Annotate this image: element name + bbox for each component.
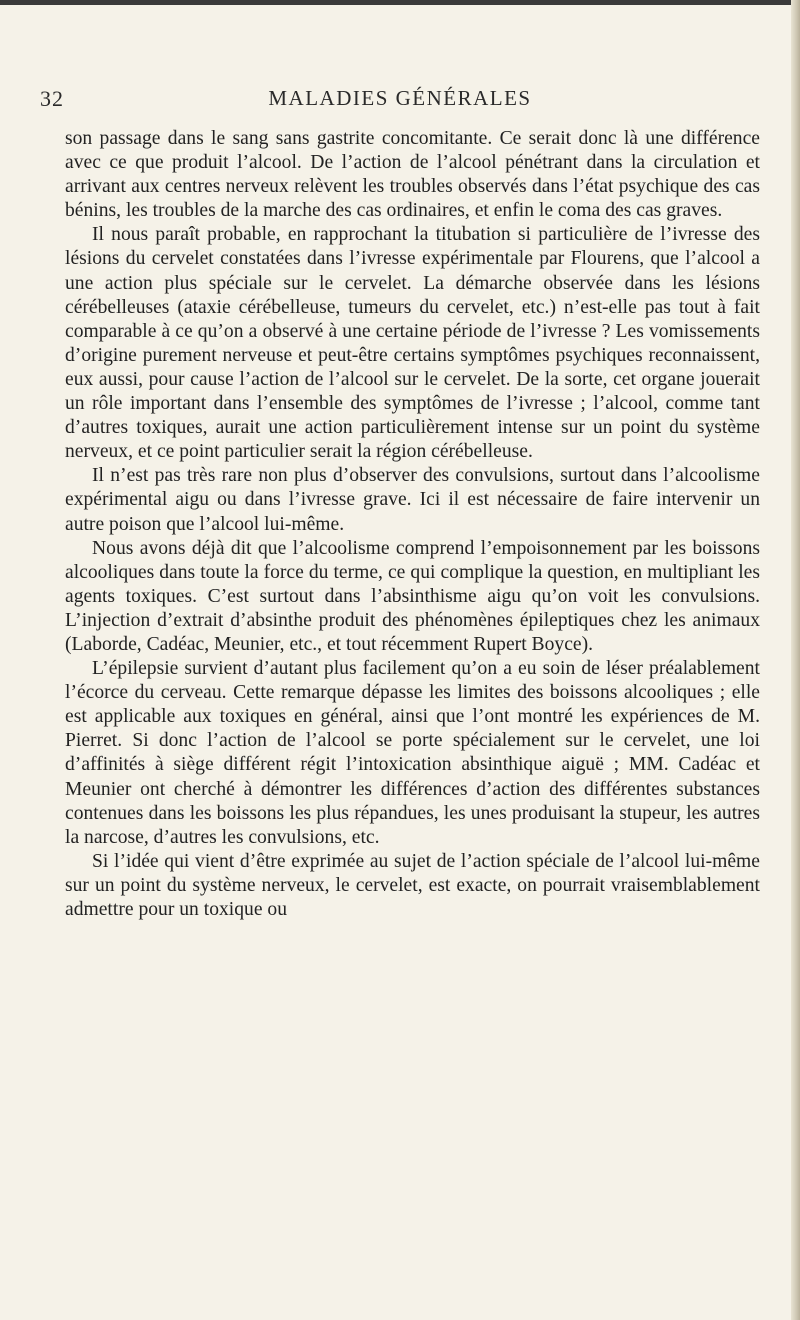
page-edge	[791, 0, 800, 1320]
paragraph-1: son passage dans le sang sans gastrite concomitante. Ce serait donc là une différence avec ce que produit l’alcool. De l’action de l’alcool pénétrant dans la circulation et arrivant aux centres nerveux relèvent les troubles observés dans l’état psychique des cas bénins, les troubles de la marche des cas ordinaires, et enfin le coma des cas graves.	[65, 128, 760, 222]
paragraph-2: Il nous paraît probable, en rapprochant la titubation si particulière de l’ivresse des lésions du cervelet constatées dans l’ivresse expérimentale par Flourens, que l’alcool a une action plus spéciale sur le cervelet. La démarche observée dans les lésions cérébelleuses (ataxie cérébelleuse, tumeurs du cervelet, etc.) n’est-elle pas tout à fait comparable à ce qu’on a observé à une certaine période de l’ivresse ? Les vomissements d’origine purement nerveuse et peut-être certains symptômes psychiques reconnaissent, eux aussi, pour cause l’action de l’alcool sur le cervelet. De la sorte, cet organe jouerait un rôle important dans l’ensemble des symptômes de l’ivresse ; l’alcool, comme tant d’autres toxiques, aurait une action particulièrement intense sur un point du système nerveux, et ce point particulier serait la région cérébelleuse.	[65, 224, 760, 463]
page-number: 32	[40, 86, 64, 111]
top-border	[0, 0, 800, 5]
running-title: MALADIES GÉNÉRALES	[268, 86, 532, 110]
paragraph-4: Nous avons déjà dit que l’alcoolisme comprend l’empoisonnement par les boissons alcooliques dans toute la force du terme, ce qui complique la question, en multipliant les agents toxiques. C’est surtout dans l’absinthisme aigu qu’on voit les convulsions. L’injection d’extrait d’absinthe produit des phénomènes épileptiques chez les animaux (Laborde, Cadéac, Meunier, etc., et tout récemment Rupert Boyce).	[65, 537, 760, 655]
paragraph-6: Si l’idée qui vient d’être exprimée au sujet de l’action spéciale de l’alcool lui-même sur un point du système nerveux, le cervelet, est exacte, on pourrait vraisemblablement admettre pour un toxique ou	[65, 850, 760, 920]
paragraph-3: Il n’est pas très rare non plus d’observer des convulsions, surtout dans l’alcoolisme expérimental aigu ou dans l’ivresse grave. Ici il est nécessaire de faire intervenir un autre poison que l’alcool lui-même.	[65, 465, 760, 535]
body-text	[65, 127, 760, 922]
paragraph-5: L’épilepsie survient d’autant plus facilement qu’on a eu soin de léser préalablement l’écorce du cerveau. Cette remarque dépasse les limites des boissons alcooliques ; elle est applicable aux toxiques en général, ainsi que l’ont montré les expériences de M. Pierret. Si donc l’action de l’alcool se porte spécialement sur le cervelet, une loi d’affinités à siège différent régit l’intoxication absinthique aiguë ; MM. Cadéac et Meunier ont cherché à démontrer les différences d’action des différentes substances contenues dans les boissons les plus répandues, les unes produisant la stupeur, les autres la narcose, d’autres les convulsions, etc.	[65, 658, 760, 848]
page-header	[40, 86, 760, 126]
